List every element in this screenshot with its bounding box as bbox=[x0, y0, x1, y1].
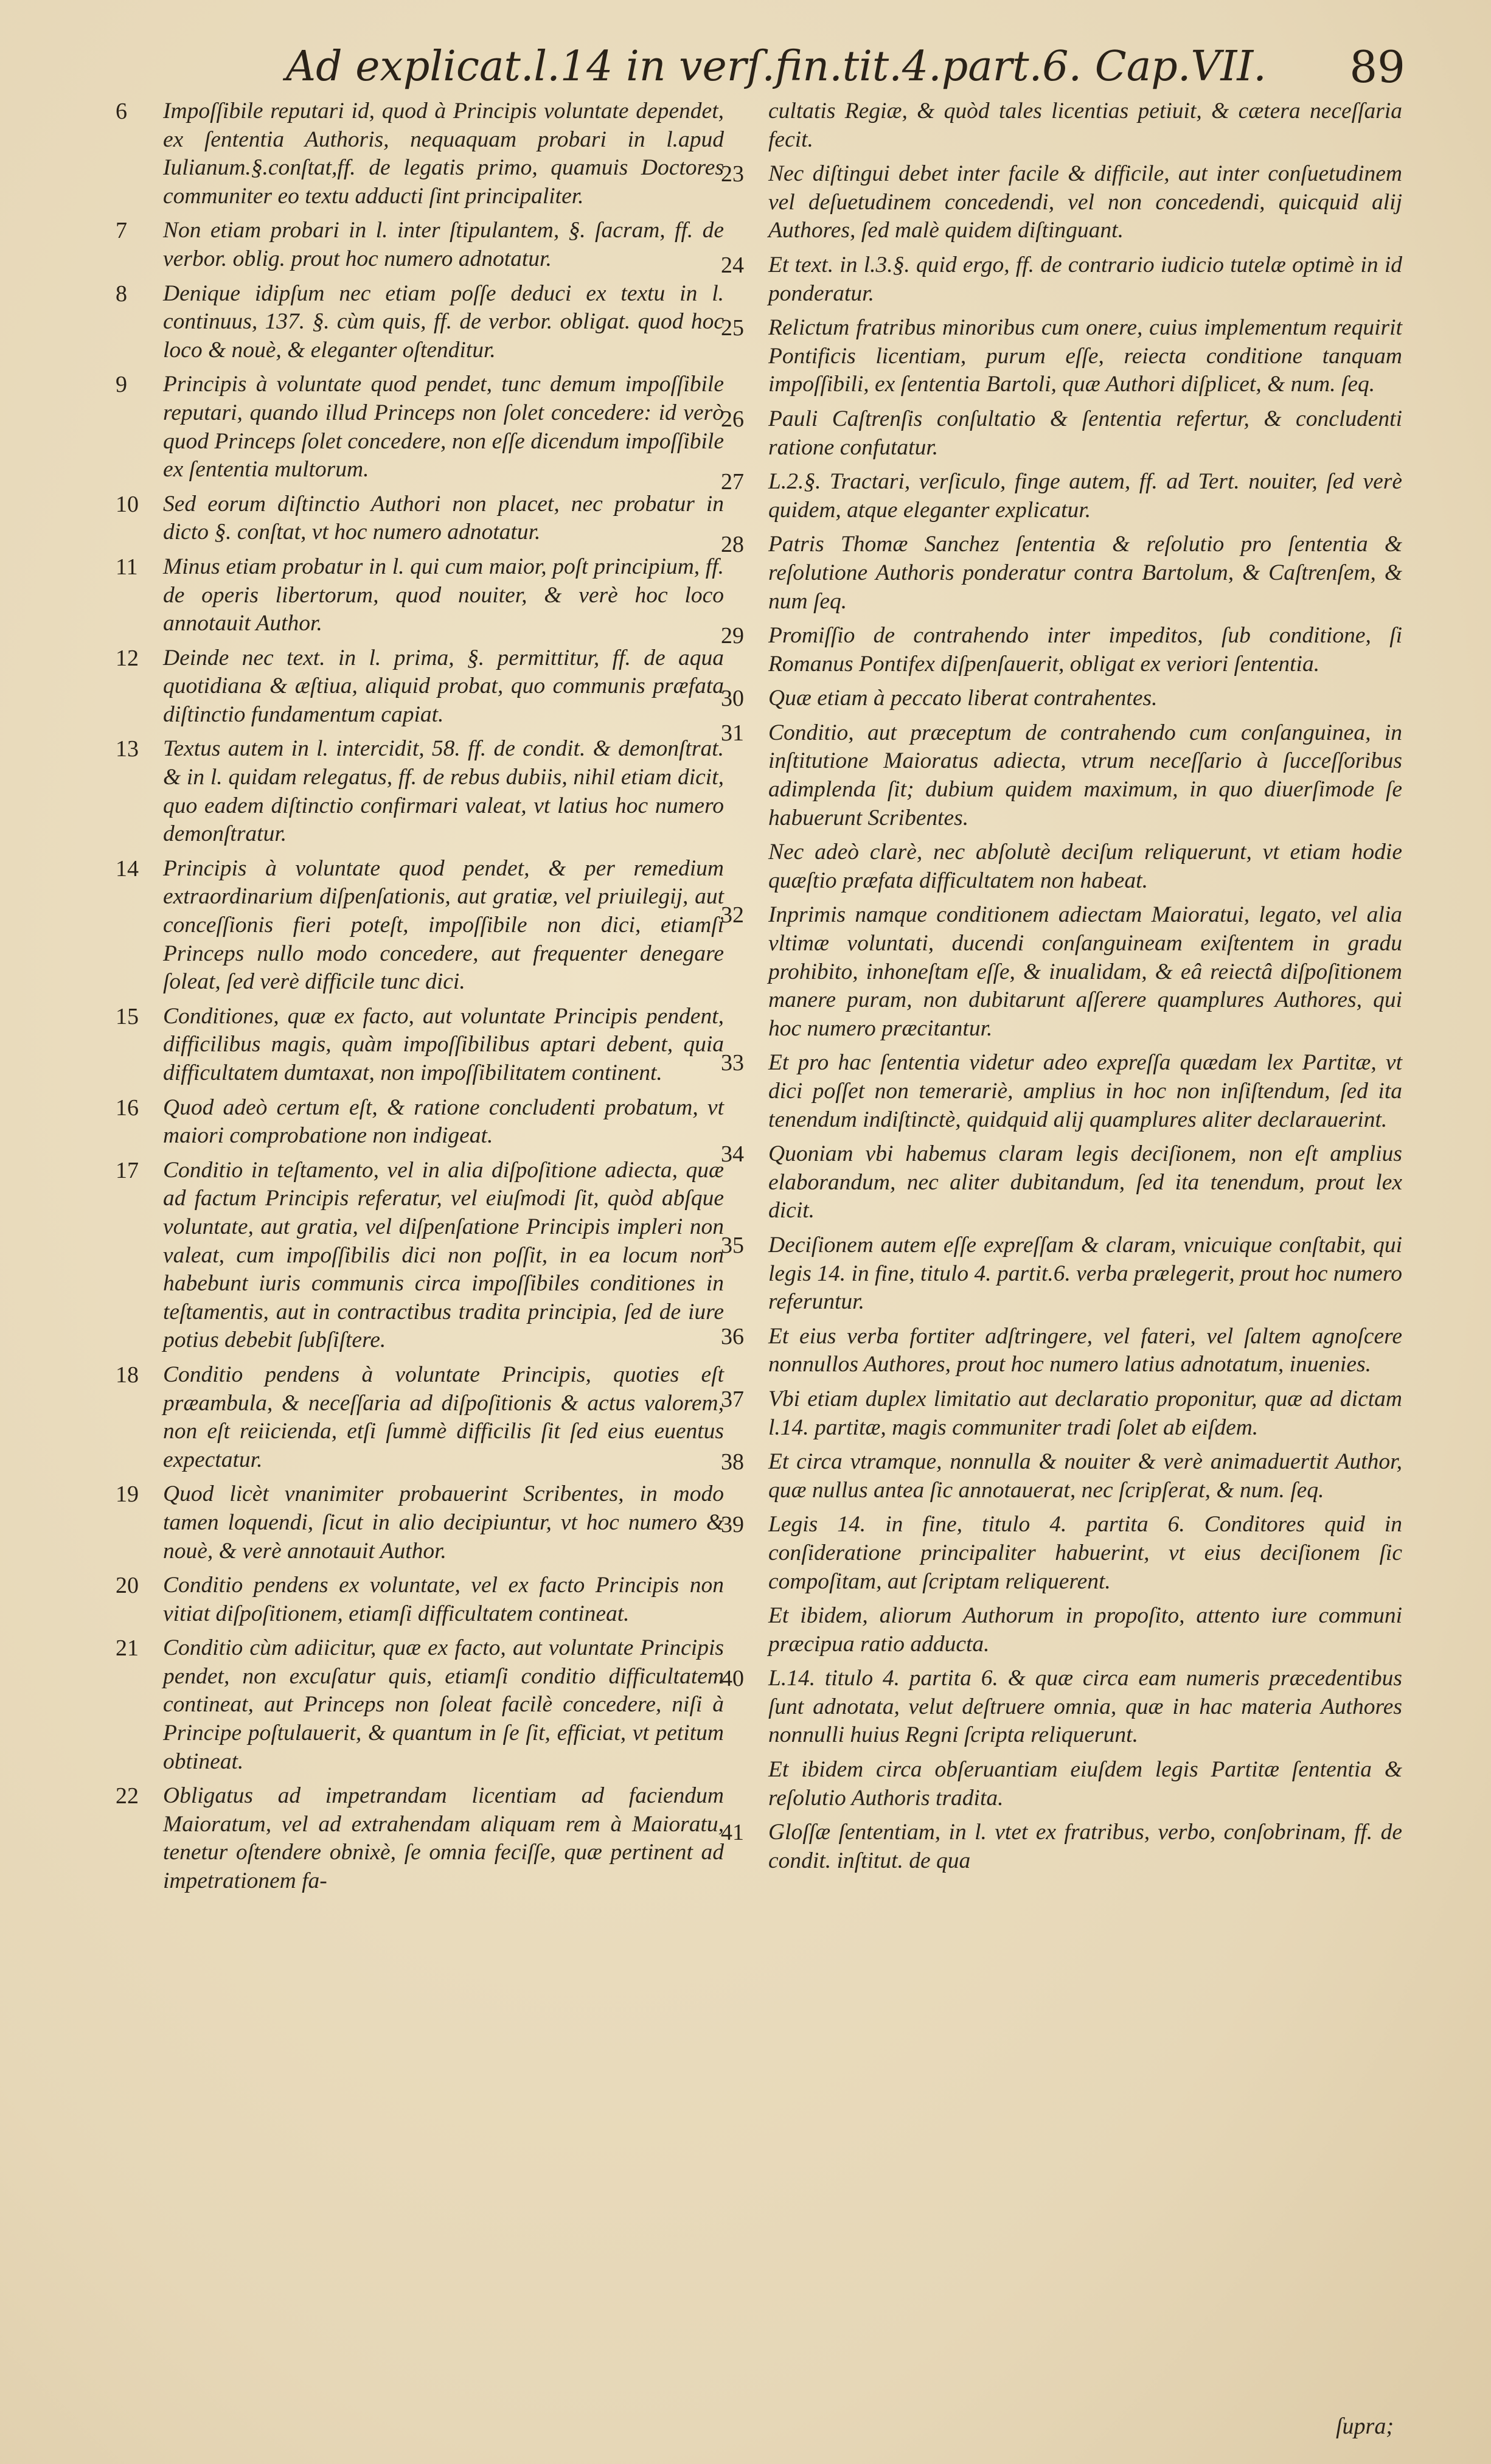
entry-number: 35 bbox=[721, 1232, 744, 1258]
entry-text: Obligatus ad impetrandam licentiam ad faciendum Maioratum, vel ad extrahendam aliquam rem à Maioratu, tenetur oſtendere obnixè, ſe omnia feciſſe, quæ pertinent ad impetrationem fa- bbox=[163, 1783, 724, 1894]
entry-number: 31 bbox=[721, 720, 744, 746]
summary-entry bbox=[116, 1157, 724, 1355]
entry-number: 13 bbox=[116, 736, 139, 762]
entry-number: 15 bbox=[116, 1003, 139, 1029]
entry-text: Conditio, aut præceptum de contrahendo cum conſanguinea, in inſtitutione Maioratus adiecta, vtrum neceſſario à ſucceſſoribus adimplenda ſit; dubium quidem maximum, in quo diuerſimode ſe habuerunt Scribentes. bbox=[768, 720, 1402, 830]
entry-number: 9 bbox=[116, 372, 127, 398]
entry-text: Deciſionem autem eſſe expreſſam & claram, vnicuique conſtabit, qui legis 14. in fine, titulo 4. partit.6. verba prælegerit, prout hoc numero referuntur. bbox=[768, 1232, 1402, 1315]
entry-number: 32 bbox=[721, 902, 744, 928]
entry-text: Quod adeò certum eſt, & ratione concludenti probatum, vt maiori comprobatione non indigeat. bbox=[163, 1095, 724, 1149]
entry-text: Pauli Caſtrenſis conſultatio & ſententia refertur, & concludenti ratione confutatur. bbox=[768, 406, 1402, 460]
summary-entry bbox=[721, 1323, 1402, 1379]
entry-number: 40 bbox=[721, 1666, 744, 1692]
entry-number: 25 bbox=[721, 315, 744, 341]
summary-entry bbox=[721, 1231, 1402, 1317]
entry-number: 29 bbox=[721, 623, 744, 649]
entry-text: Conditio pendens ex voluntate, vel ex facto Principis non vitiat diſpoſitionem, etiamſi difficultatem contineat. bbox=[163, 1573, 724, 1626]
entry-number: 41 bbox=[721, 1820, 744, 1846]
summary-entry bbox=[116, 735, 724, 848]
summary-entry bbox=[116, 1782, 724, 1895]
entry-number: 34 bbox=[721, 1141, 744, 1168]
summary-entry bbox=[721, 622, 1402, 678]
continuation-text: cultatis Regiæ, & quòd tales licentias petiuit, & cætera neceſſaria fecit. bbox=[768, 99, 1402, 152]
entry-number: 36 bbox=[721, 1323, 744, 1349]
entry-text: Relictum fratribus minoribus cum onere, cuius implementum requirit Pontificis licentiam, purum eſſe, reiecta conditione tanquam impoſſibili, ex ſententia Bartoli, quæ Authori diſplicet, & num. ſeq. bbox=[768, 315, 1402, 397]
entry-number: 18 bbox=[116, 1362, 139, 1388]
entry-number: 24 bbox=[721, 252, 744, 278]
entry-text: L.2.§. Tractari, verſiculo, finge autem, ff. ad Tert. nouiter, ſed verè quidem, atque eleganter explicatur. bbox=[768, 469, 1402, 523]
entry-number: 12 bbox=[116, 645, 139, 671]
entry-text: Principis à voluntate quod pendet, tunc demum impoſſibile reputari, quando illud Princeps non ſolet concedere: id verò quod Princeps ſolet concedere, non eſſe dicendum impoſſibile ex ſententia multorum. bbox=[163, 372, 724, 482]
entry-number: 8 bbox=[116, 280, 127, 307]
entry-number: 39 bbox=[721, 1512, 744, 1538]
entry-text: Denique idipſum nec etiam poſſe deduci ex textu in l. continuus, 137. §. cùm quis, ff. de verbor. obligat. quod hoc loco & nouè, & eleganter oſtenditur. bbox=[163, 280, 724, 363]
entry-text: Impoſſibile reputari id, quod à Principis voluntate dependet, ex ſententia Authoris, nequaquam probari in l.apud Iulianum.§.conſtat,ff. de legatis primo, quamuis Doctores communiter eo textu adducti ſint principaliter. bbox=[163, 99, 724, 209]
entry-text: Conditio in teſtamento, vel in alia diſpoſitione adiecta, quæ ad factum Principis referatur, vel eiuſmodi ſit, quòd abſque voluntate, aut gratia, vel diſpenſatione Principis impleri non valeat, cum impoſſibilis dici non poſſit, in ea locum non habebunt iuris communis circa impoſſibiles conditiones in teſtamentis, aut in contractibus tradita principia, ſed de iure potius debebit ſubſiſtere. bbox=[163, 1157, 724, 1353]
left-column bbox=[116, 97, 724, 1902]
entry-number: 16 bbox=[116, 1095, 139, 1121]
summary-entry bbox=[116, 490, 724, 547]
entry-text: Conditiones, quæ ex facto, aut voluntate Principis pendent, difficilibus magis, quàm impoſſibilibus aptari debent, quia difficultatem dumtaxat, non impoſſibilitatem continent. bbox=[163, 1003, 724, 1085]
summary-entry bbox=[116, 1361, 724, 1474]
summary-entry bbox=[116, 644, 724, 729]
summary-entry bbox=[116, 371, 724, 484]
entry-text: Et eius verba fortiter adſtringere, vel fateri, vel ſaltem agnoſcere nonnullos Authores, prout hoc numero latius adnotatum, inuenies. bbox=[768, 1323, 1402, 1377]
summary-entry bbox=[721, 1818, 1402, 1875]
entry-number: 26 bbox=[721, 406, 744, 432]
entry-text: Inprimis namque conditionem adiectam Maioratui, legato, vel alia vltimæ voluntati, ducendi conſanguineam exiſtentem in gradu prohibito, inhoneſtam eſſe, & inualidam, & eâ reiectâ diſpoſitionem manere puram, non dubitarunt aſſerere quamplures Authores, qui hoc numero præcitantur. bbox=[768, 902, 1402, 1041]
summary-entry bbox=[116, 855, 724, 997]
summary-entry bbox=[116, 97, 724, 211]
summary-entry bbox=[721, 1448, 1402, 1505]
summary-entry bbox=[721, 901, 1402, 1043]
entry-text: Textus autem in l. intercidit, 58. ff. de condit. & demonſtrat. & in l. quidam relegatus, ff. de rebus dubiis, nihil etiam dicit, quo eadem diſtinctio confirmari valeat, vt latius hoc numero demonſtratur. bbox=[163, 736, 724, 847]
entry-text: Principis à voluntate quod pendet, & per remedium extraordinarium diſpenſationis, aut gratiæ, vel priuilegij, aut conceſſionis fieri poteſt, impoſſibile non dici, etiamſi Princeps nullo modo concedere, aut frequenter denegare ſoleat, ſed verè difficile tunc dici. bbox=[163, 855, 724, 995]
continuation-text: Nec adeò clarè, nec abſolutè deciſum reliquerunt, vt etiam hodie quæſtio præfata difficultatem non habeat. bbox=[768, 840, 1402, 893]
running-header bbox=[286, 33, 1442, 100]
entry-text: L.14. titulo 4. partita 6. & quæ circa eam numeris præcedentibus ſunt adnotata, velut deſtruere omnia, quæ in hac materia Authores nonnulli huius Regni ſcripta reliquerunt. bbox=[768, 1666, 1402, 1748]
entry-number: 33 bbox=[721, 1050, 744, 1076]
entry-text: Quæ etiam à peccato liberat contrahentes. bbox=[768, 686, 1158, 711]
summary-entry bbox=[116, 1480, 724, 1565]
summary-entry bbox=[116, 1003, 724, 1088]
summary-entry bbox=[721, 531, 1402, 616]
summary-entry bbox=[721, 1511, 1402, 1596]
entry-text: Deinde nec text. in l. prima, §. permittitur, ff. de aqua quotidiana & æſtiua, aliquid probat, quo communis præfata diſtinctio fundamentum capiat. bbox=[163, 645, 724, 727]
summary-entry bbox=[721, 1140, 1402, 1225]
summary-entry bbox=[721, 405, 1402, 462]
entry-text: Promiſſio de contrahendo inter impeditos, ſub conditione, ſi Romanus Pontifex diſpenſauerit, obligat ex veriori ſententia. bbox=[768, 623, 1402, 677]
entry-number: 21 bbox=[116, 1635, 139, 1662]
entry-text: Non etiam probari in l. inter ſtipulantem, §. ſacram, ff. de verbor. oblig. prout hoc numero adnotatur. bbox=[163, 218, 724, 271]
entry-text: Patris Thomæ Sanchez ſententia & reſolutio pro ſententia & reſolutione Authoris ponderatur contra Bartolum, & Caſtrenſem, & num ſeq. bbox=[768, 532, 1402, 614]
catchword: ſupra; bbox=[1336, 2414, 1394, 2439]
entry-number: 19 bbox=[116, 1481, 139, 1508]
entry-text: Sed eorum diſtinctio Authori non placet, nec probatur in dicto §. conſtat, vt hoc numero adnotatur. bbox=[163, 491, 724, 545]
entry-text: Quoniam vbi habemus claram legis deciſionem, non eſt amplius elaborandum, nec aliter dubitandum, ſed ita tenendum, prout lex dicit. bbox=[768, 1141, 1402, 1223]
entry-number: 22 bbox=[116, 1783, 139, 1809]
summary-entry bbox=[116, 1094, 724, 1150]
entry-number: 14 bbox=[116, 855, 139, 882]
summary-entry bbox=[721, 1049, 1402, 1134]
entry-number: 20 bbox=[116, 1573, 139, 1599]
summary-entry bbox=[116, 1634, 724, 1776]
entry-number: 23 bbox=[721, 161, 744, 187]
summary-entry bbox=[721, 719, 1402, 832]
page-number: 89 bbox=[1349, 41, 1405, 92]
summary-entry bbox=[721, 160, 1402, 245]
summary-entry bbox=[721, 314, 1402, 399]
entry-text: Minus etiam probatur in l. qui cum maior, poſt principium, ff. de operis libertorum, quod nouiter, & verè hoc loco annotauit Author. bbox=[163, 554, 724, 636]
summary-entry bbox=[116, 1571, 724, 1628]
entry-text: Et pro hac ſententia videtur adeo expreſſa quædam lex Partitæ, vt dici poſſet non temerariè, amplius in hoc non inſiſtendum, ſed ita tenendum indiſtinctè, quidquid alij quamplures aliter declarauerint. bbox=[768, 1050, 1402, 1132]
entry-text: Nec diſtingui debet inter facile & difficile, aut inter conſuetudinem vel deſuetudinem concedendi, vel non concedendi, quicquid alij Authores, ſed malè quidem diſtinguant. bbox=[768, 161, 1402, 243]
entry-text: Et text. in l.3.§. quid ergo, ff. de contrario iudicio tutelæ optimè in id ponderatur. bbox=[768, 252, 1402, 306]
continuation-text: Et ibidem, aliorum Authorum in propoſito, attento iure communi præcipua ratio adducta. bbox=[768, 1603, 1402, 1657]
entry-number: 38 bbox=[721, 1449, 744, 1475]
summary-entry bbox=[721, 251, 1402, 308]
summary-entry bbox=[116, 217, 724, 273]
continuation-text: Et ibidem circa obſeruantiam eiuſdem legis Partitæ ſententia & reſolutio Authoris tradita. bbox=[768, 1757, 1402, 1811]
entry-number: 28 bbox=[721, 532, 744, 558]
entry-number: 37 bbox=[721, 1386, 744, 1412]
entry-text: Gloſſæ ſententiam, in l. vtet ex fratribus, verbo, conſobrinam, ff. de condit. inſtitut. de qua bbox=[768, 1820, 1402, 1873]
entry-number: 11 bbox=[116, 554, 138, 580]
entry-number: 27 bbox=[721, 469, 744, 495]
entry-text: Conditio cùm adiicitur, quæ ex facto, aut voluntate Principis pendet, non excuſatur quis, etiamſi conditio difficultatem contineat, aut Princeps non ſoleat facilè concedere, niſi à Principe poſtulauerit, & quantum in ſe ſit, efficiat, vt petitum obtineat. bbox=[163, 1635, 724, 1774]
entry-text: Et circa vtramque, nonnulla & nouiter & verè animaduertit Author, quæ nullus antea ſic annotauerat, nec ſcripſerat, & num. ſeq. bbox=[768, 1449, 1402, 1503]
entry-text: Vbi etiam duplex limitatio aut declaratio proponitur, quæ ad dictam l.14. partitæ, magis communiter tradi ſolet ab eiſdem. bbox=[768, 1386, 1402, 1440]
summary-entry bbox=[116, 553, 724, 638]
summary-entry bbox=[721, 1385, 1402, 1442]
entry-number: 10 bbox=[116, 491, 139, 517]
entry-number: 6 bbox=[116, 99, 127, 124]
entry-number: 30 bbox=[721, 686, 744, 712]
entry-text: Legis 14. in fine, titulo 4. partita 6. Conditores quid in conſideratione principaliter habuerint, vt eius deciſionem ſic compoſitam, aut ſcriptam reliquerent. bbox=[768, 1512, 1402, 1594]
summary-entry bbox=[721, 684, 1402, 713]
entry-text: Quod licèt vnanimiter probauerint Scribentes, in modo tamen loquendi, ſicut in alio decipiuntur, vt hoc numero & nouè, & verè annotauit Author. bbox=[163, 1481, 724, 1564]
summary-entry bbox=[721, 468, 1402, 524]
right-column bbox=[721, 97, 1402, 1881]
summary-entry bbox=[116, 280, 724, 365]
entry-text: Conditio pendens à voluntate Principis, quoties eſt præambula, & neceſſaria ad diſpoſitionis & actus valorem, non eſt reiicienda, etſi ſummè difficilis ſit ſed eius euentus expectatur. bbox=[163, 1362, 724, 1472]
entry-number: 7 bbox=[116, 218, 127, 244]
summary-entry bbox=[721, 1665, 1402, 1750]
entry-number: 17 bbox=[116, 1157, 139, 1183]
running-title: Ad explicat.l.14 in verſ.fin.tit.4.part.6. Cap.VII. bbox=[286, 43, 1267, 91]
